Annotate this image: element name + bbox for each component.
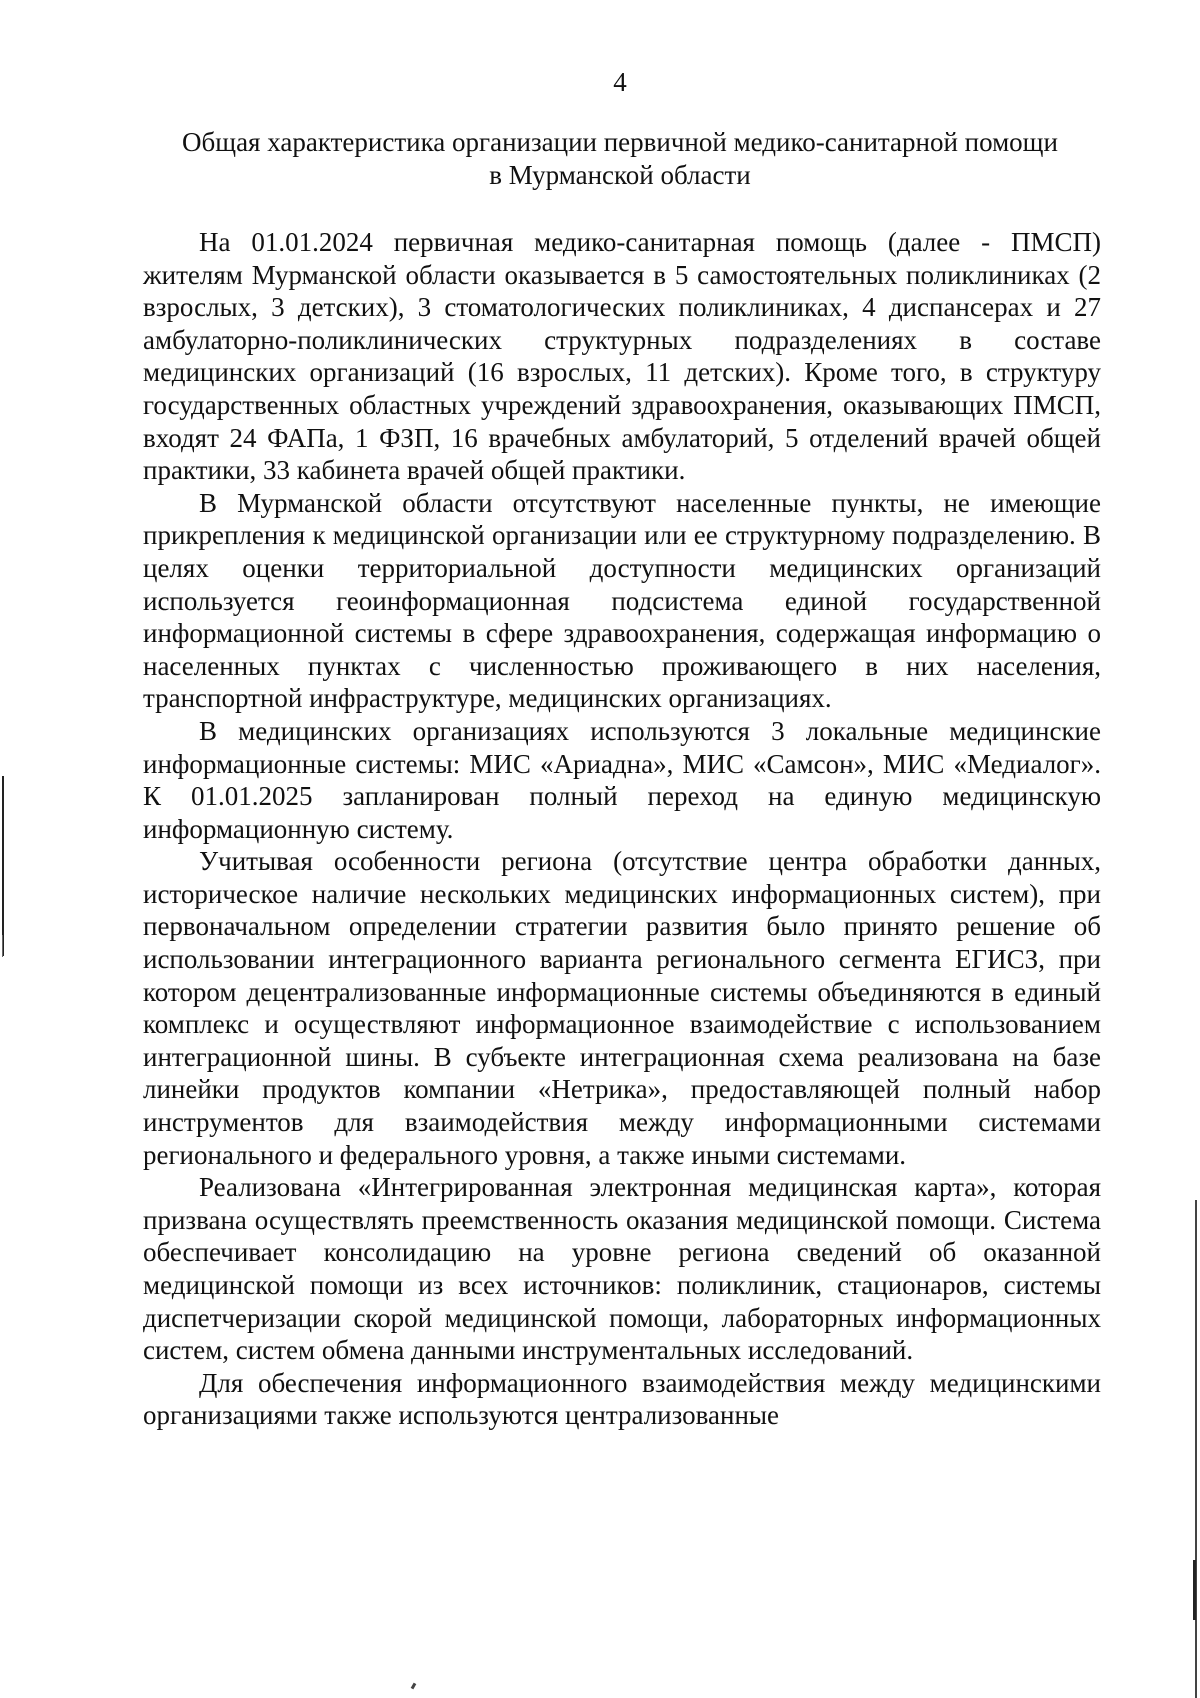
body-text	[143, 226, 1101, 1432]
scan-edge-left-lower	[2, 935, 3, 957]
section-heading-line-2: в Мурманской области	[489, 160, 751, 190]
scan-speck	[411, 1683, 417, 1690]
paragraph-integration-strategy: Учитывая особенности региона (отсутствие центра обработки данных, историческое наличие нескольких медицинских информационных систем), при первоначальном определении стратегии развития было принято решение об использовании интеграционного варианта регионального сегмента ЕГИСЗ, при котором децентрализованные информационные системы объединяются в единый комплекс и осуществляют информационное взаимодействие с использованием интеграционной шины. В субъекте интеграционная схема реализована на базе линейки продуктов компании «Нетрика», предоставляющей полный набор инструментов для взаимодействия между информационными системами регионального и федерального уровня, а также иными системами.	[143, 846, 1101, 1170]
section-heading	[140, 126, 1100, 192]
scan-edge-right-dark	[1193, 1560, 1196, 1620]
scan-edge-right	[1195, 1200, 1197, 1698]
section-heading-line-1: Общая характеристика организации первичной медико-санитарной помощи	[182, 127, 1058, 157]
paragraph-integrated-emr: Реализована «Интегрированная электронная медицинская карта», которая призвана осуществлять преемственность оказания медицинской помощи. Система обеспечивает консолидацию на уровне региона сведений об оказанной медицинской помощи из всех источников: поликлиник, стационаров, системы диспетчеризации скорой медицинской помощи, лабораторных информационных систем, систем обмена данными инструментальных исследований.	[143, 1172, 1101, 1366]
paragraph-territorial-access: В Мурманской области отсутствуют населенные пункты, не имеющие прикрепления к медицинской организации или ее структурному подразделению. В целях оценки территориальной доступности медицинских организаций используется геоинформационная подсистема единой государственной информационной системы в сфере здравоохранения, содержащая информацию о населенных пунктах с численностью проживающего в них населения, транспортной инфраструктуре, медицинских организациях.	[143, 487, 1101, 714]
paragraph-local-mis: В медицинских организациях используются 3 локальные медицинские информационные системы: МИС «Ариадна», МИС «Самсон», МИС «Медиалог». К 01.01.2025 запланирован полный переход на единую медицинскую информационную систему.	[143, 715, 1101, 844]
page-number: 4	[613, 67, 627, 97]
scan-edge-left	[2, 776, 4, 956]
paragraph-centralized-systems: Для обеспечения информационного взаимодействия между медицинскими организациями также используются централизованные	[143, 1367, 1101, 1431]
paragraph-pmsp-overview: На 01.01.2024 первичная медико-санитарная помощь (далее - ПМСП) жителям Мурманской области оказывается в 5 самостоятельных поликлиниках (2 взрослых, 3 детских), 3 стоматологических поликлиниках, 4 диспансерах и 27 амбулаторно-поликлинических структурных подразделениях в составе медицинских организаций (16 взрослых, 11 детских). Кроме того, в структуру государственных областных учреждений здравоохранения, оказывающих ПМСП, входят 24 ФАПа, 1 ФЗП, 16 врачебных амбулаторий, 5 отделений врачей общей практики, 33 кабинета врачей общей практики.	[143, 227, 1101, 486]
